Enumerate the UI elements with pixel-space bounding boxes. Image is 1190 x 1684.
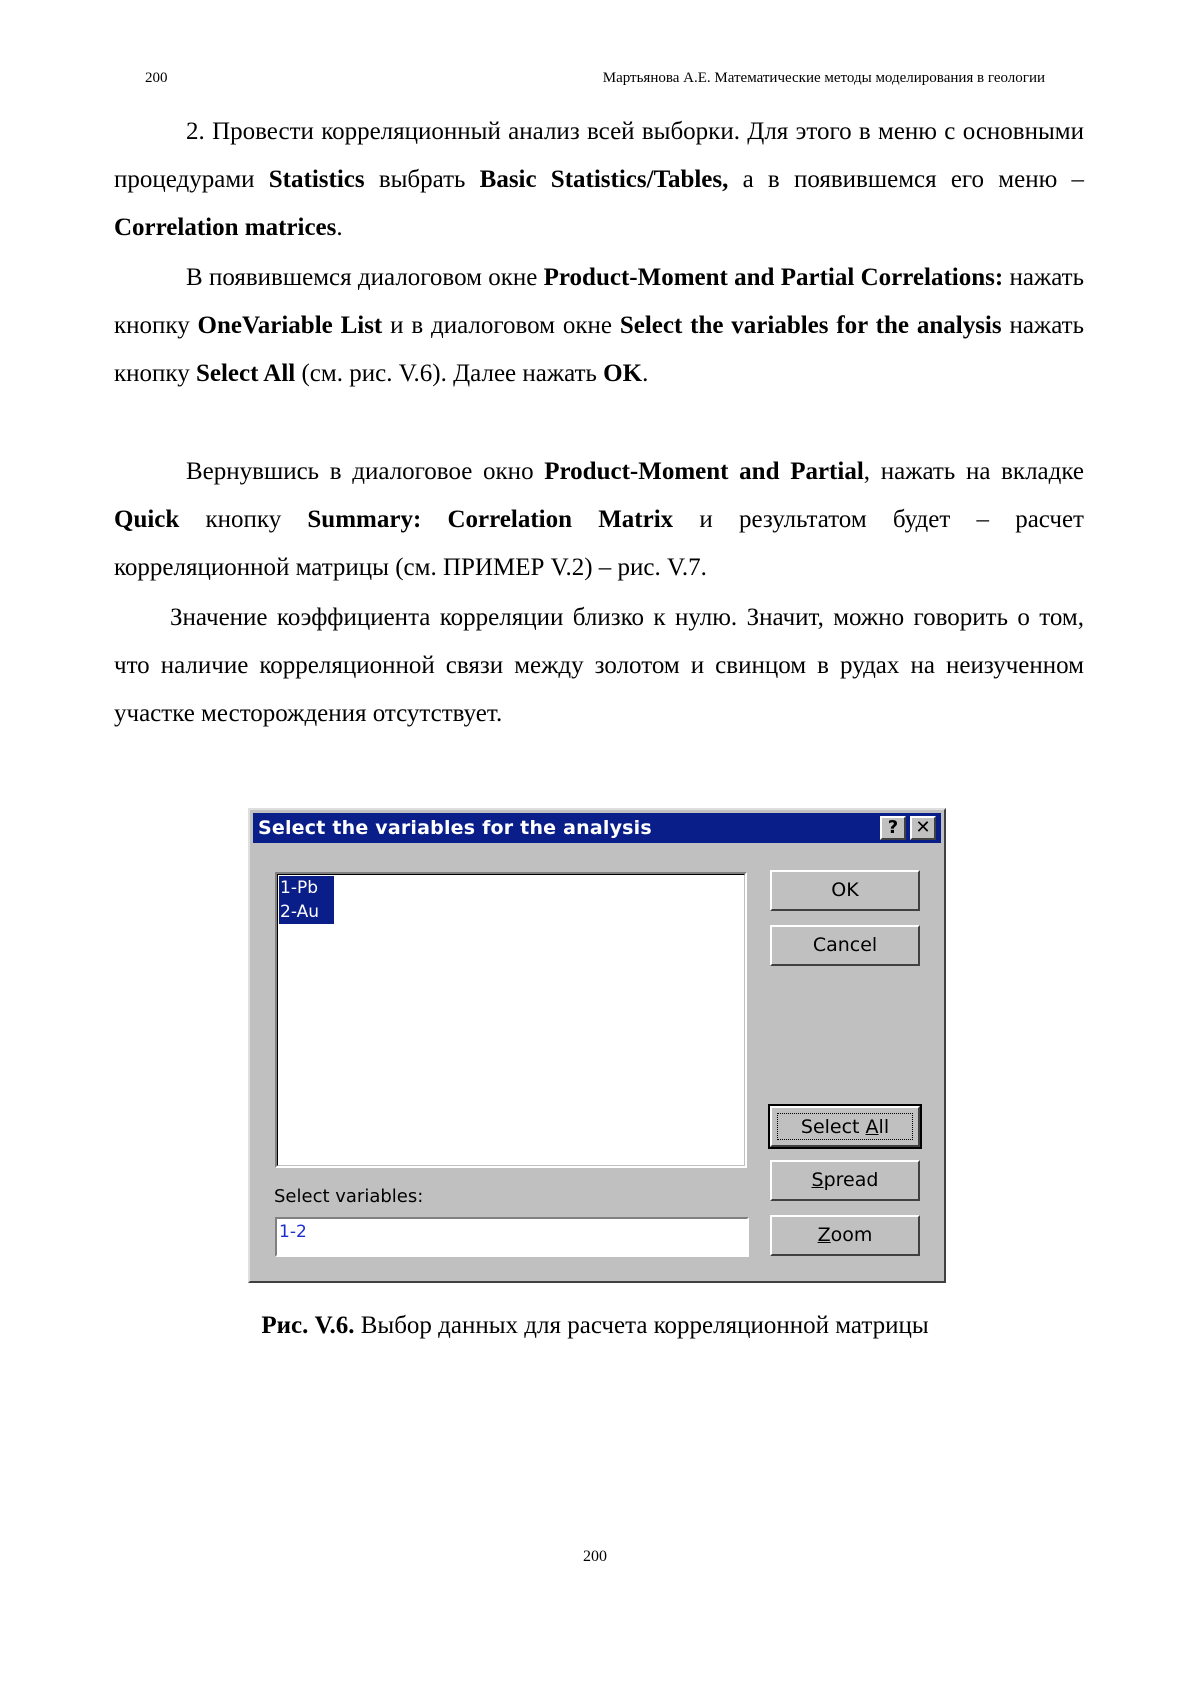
paragraph-2: В появившемся диалоговом окне Product-Moment and Partial Correlations: нажать кнопку OneVariable List и в диалоговом окне Select the variables for the analysis нажать кнопку Select All (см. рис. V.6). Далее нажать OK. [114,264,1084,387]
help-button[interactable]: ? [880,816,906,840]
figure-label: Рис. V.6. [261,1312,355,1339]
footer-page-number: 200 [583,1548,607,1565]
figure-caption-text: Выбор данных для расчета корреляционной матрицы [354,1312,929,1339]
spread-button[interactable]: Spread [770,1160,920,1201]
paragraph-3: Вернувшись в диалоговое окно Product-Moment and Partial, нажать на вкладке Quick кнопку Summary: Correlation Matrix и результатом будет – расчет корреляционной матрицы (см. ПРИМЕР V.2) – рис. V.7. [114,458,1084,581]
select-variables-input[interactable] [275,1217,749,1257]
header-running-title: Мартьянова А.Е. Математические методы моделирования в геологии [602,70,1045,86]
zoom-button[interactable]: Zoom [770,1215,920,1256]
figure-caption [0,1312,1190,1340]
list-item[interactable]: 2-Au [279,900,334,924]
ok-button[interactable]: OK [770,870,920,911]
dialog-title: Select the variables for the analysis [258,817,652,839]
header-page-number: 200 [145,70,168,86]
paragraph-4: Значение коэффициента корреляции близко к нулю. Значит, можно говорить о том, что наличие корреляционной связи между золотом и свинцом в рудах на неизученном участке месторождения отсутствует. [114,604,1084,727]
paragraph-1: 2. Провести корреляционный анализ всей выборки. Для этого в меню с основными процедурами Statistics выбрать Basic Statistics/Tables, а в появившемся его меню – Correlation matrices. [114,118,1084,241]
select-variables-dialog [248,808,946,1283]
variables-listbox[interactable] [275,872,747,1168]
select-variables-label: Select variables: [274,1186,424,1207]
close-button[interactable]: ✕ [910,816,936,840]
dialog-titlebar[interactable] [253,813,941,843]
select-variables-value: 1-2 [279,1222,307,1242]
select-all-button[interactable]: Select All [770,1106,920,1147]
cancel-button[interactable]: Cancel [770,925,920,966]
list-item[interactable]: 1-Pb [279,876,334,900]
